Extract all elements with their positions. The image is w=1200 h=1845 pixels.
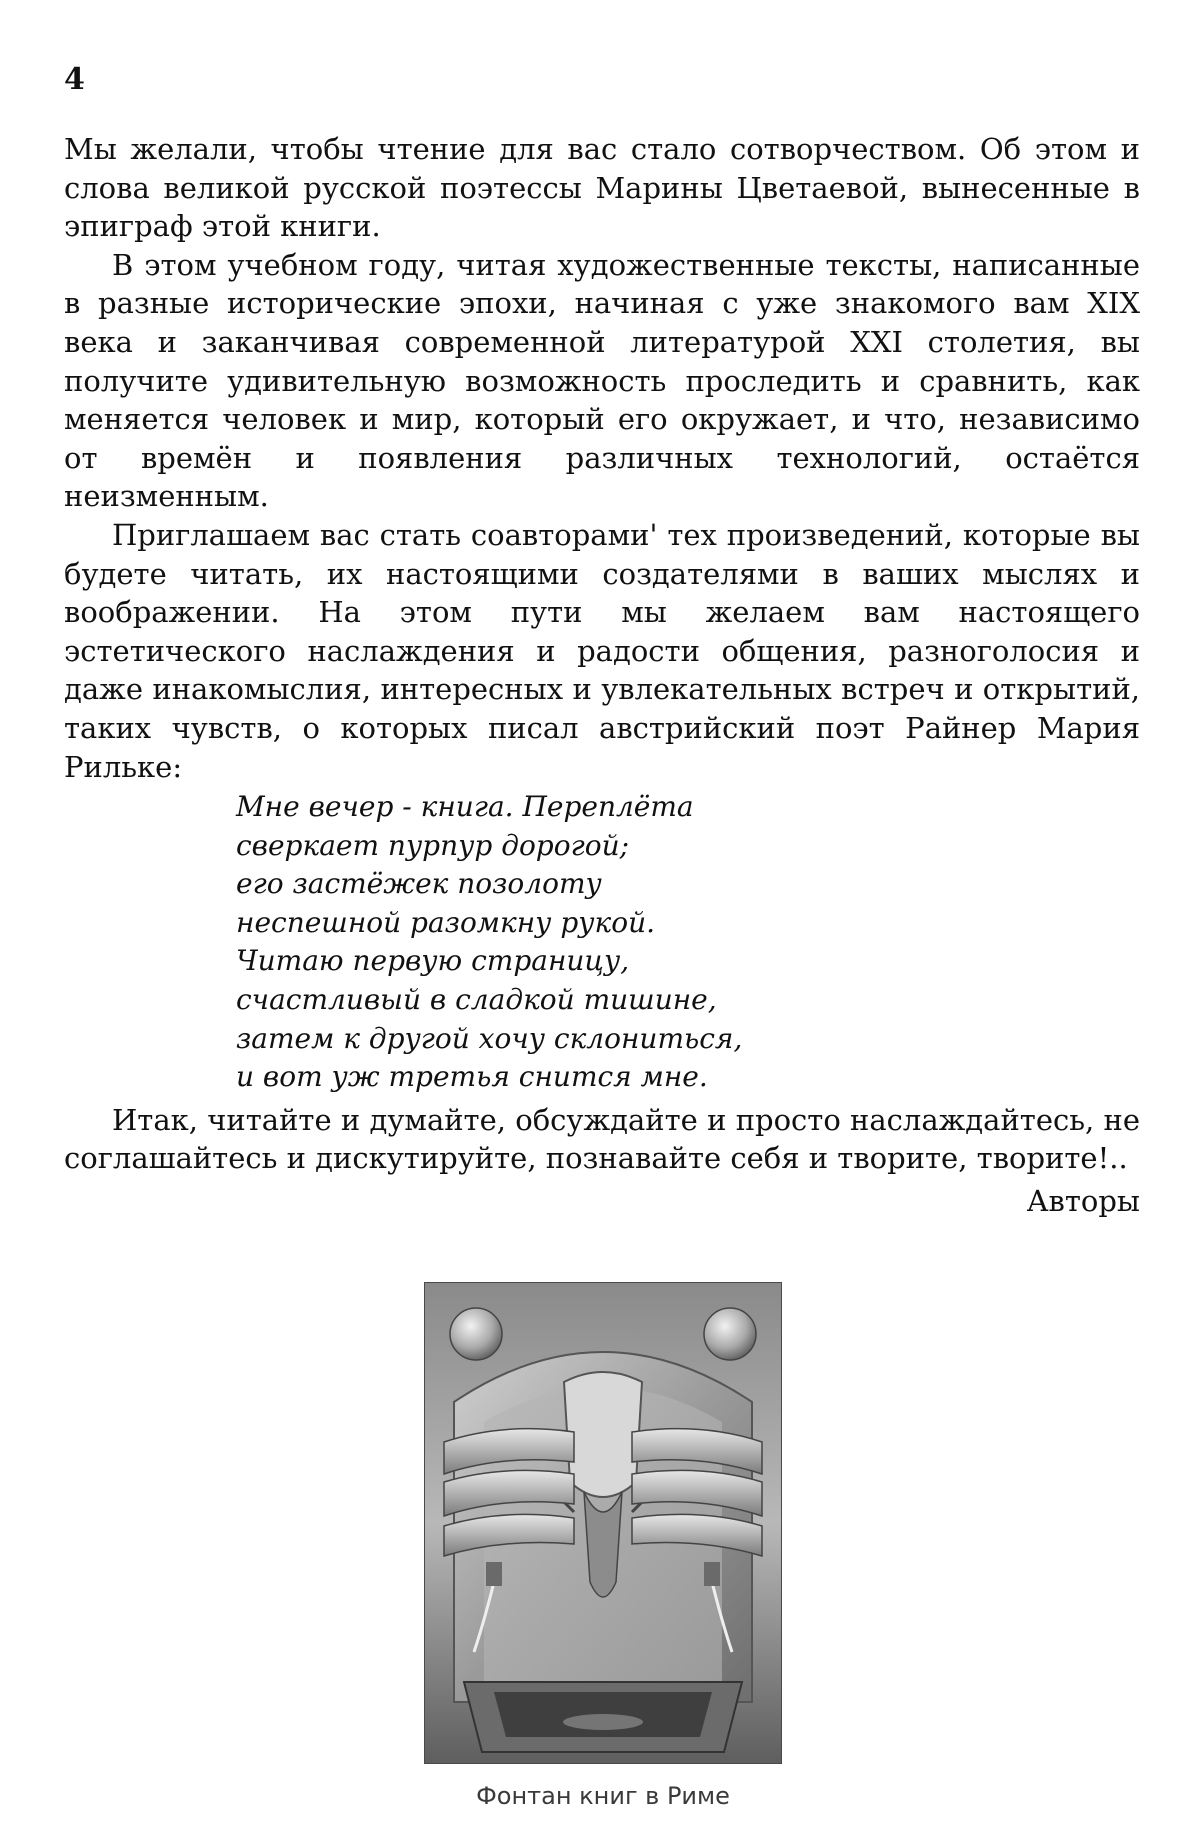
fountain-photo bbox=[424, 1282, 782, 1764]
authors-signature: Авторы bbox=[1026, 1184, 1140, 1219]
poem-line: неспешной разомкну рукой. bbox=[236, 905, 656, 939]
paragraph-invitation: Приглашаем вас стать соавторами' тех произведений, которые вы будете читать, их настоящими создателями в ваших мыслях и воображении. На этом пути мы желаем вам настоящего эстетического наслаждения и радости общения, разноголосия и даже инакомыслия, интересных и увлекательных встреч и открытий, таких чувств, о которых писал австрийский поэт Райнер Мария Рильке: bbox=[64, 517, 1140, 784]
paragraph-eras: В этом учебном году, читая художественные тексты, написанные в разные исторические эпохи, начиная с уже знакомого вам XIX века и заканчивая современной литературой XXI столетия, вы получите удивительную возможность проследить и сравнить, как меняется человек и мир, который его окружает, и что, независимо от времён и появления различных технологий, остаётся неизменным. bbox=[64, 247, 1140, 514]
poem-line: сверкает пурпур дорогой; bbox=[236, 828, 630, 862]
poem-line: Мне вечер - книга. Переплёта bbox=[236, 790, 694, 824]
paragraph-closing: Итак, читайте и думайте, обсуждайте и просто наслаждайтесь, не соглашайтесь и дискутируйте, познавайте себя и творите, творите!.. bbox=[64, 1102, 1140, 1176]
page-number: 4 bbox=[64, 62, 85, 97]
main-text bbox=[64, 130, 1140, 1221]
fountain-of-books-image bbox=[424, 1282, 782, 1764]
figure-caption: Фонтан книг в Риме bbox=[476, 1782, 730, 1810]
paragraph-intro: Мы желали, чтобы чтение для вас стало сотворчеством. Об этом и слова великой русской поэтессы Марины Цветаевой, вынесенные в эпиграф этой книги. bbox=[64, 132, 1140, 244]
poem-line: Читаю первую страницу, bbox=[236, 944, 630, 978]
poem-line: его застёжек позолоту bbox=[236, 867, 602, 901]
rilke-poem bbox=[236, 788, 1140, 1097]
poem-line: счастливый в сладкой тишине, bbox=[236, 983, 717, 1017]
poem-line: и вот уж третья снится мне. bbox=[236, 1060, 708, 1094]
poem-line: затем к другой хочу склониться, bbox=[236, 1021, 743, 1055]
